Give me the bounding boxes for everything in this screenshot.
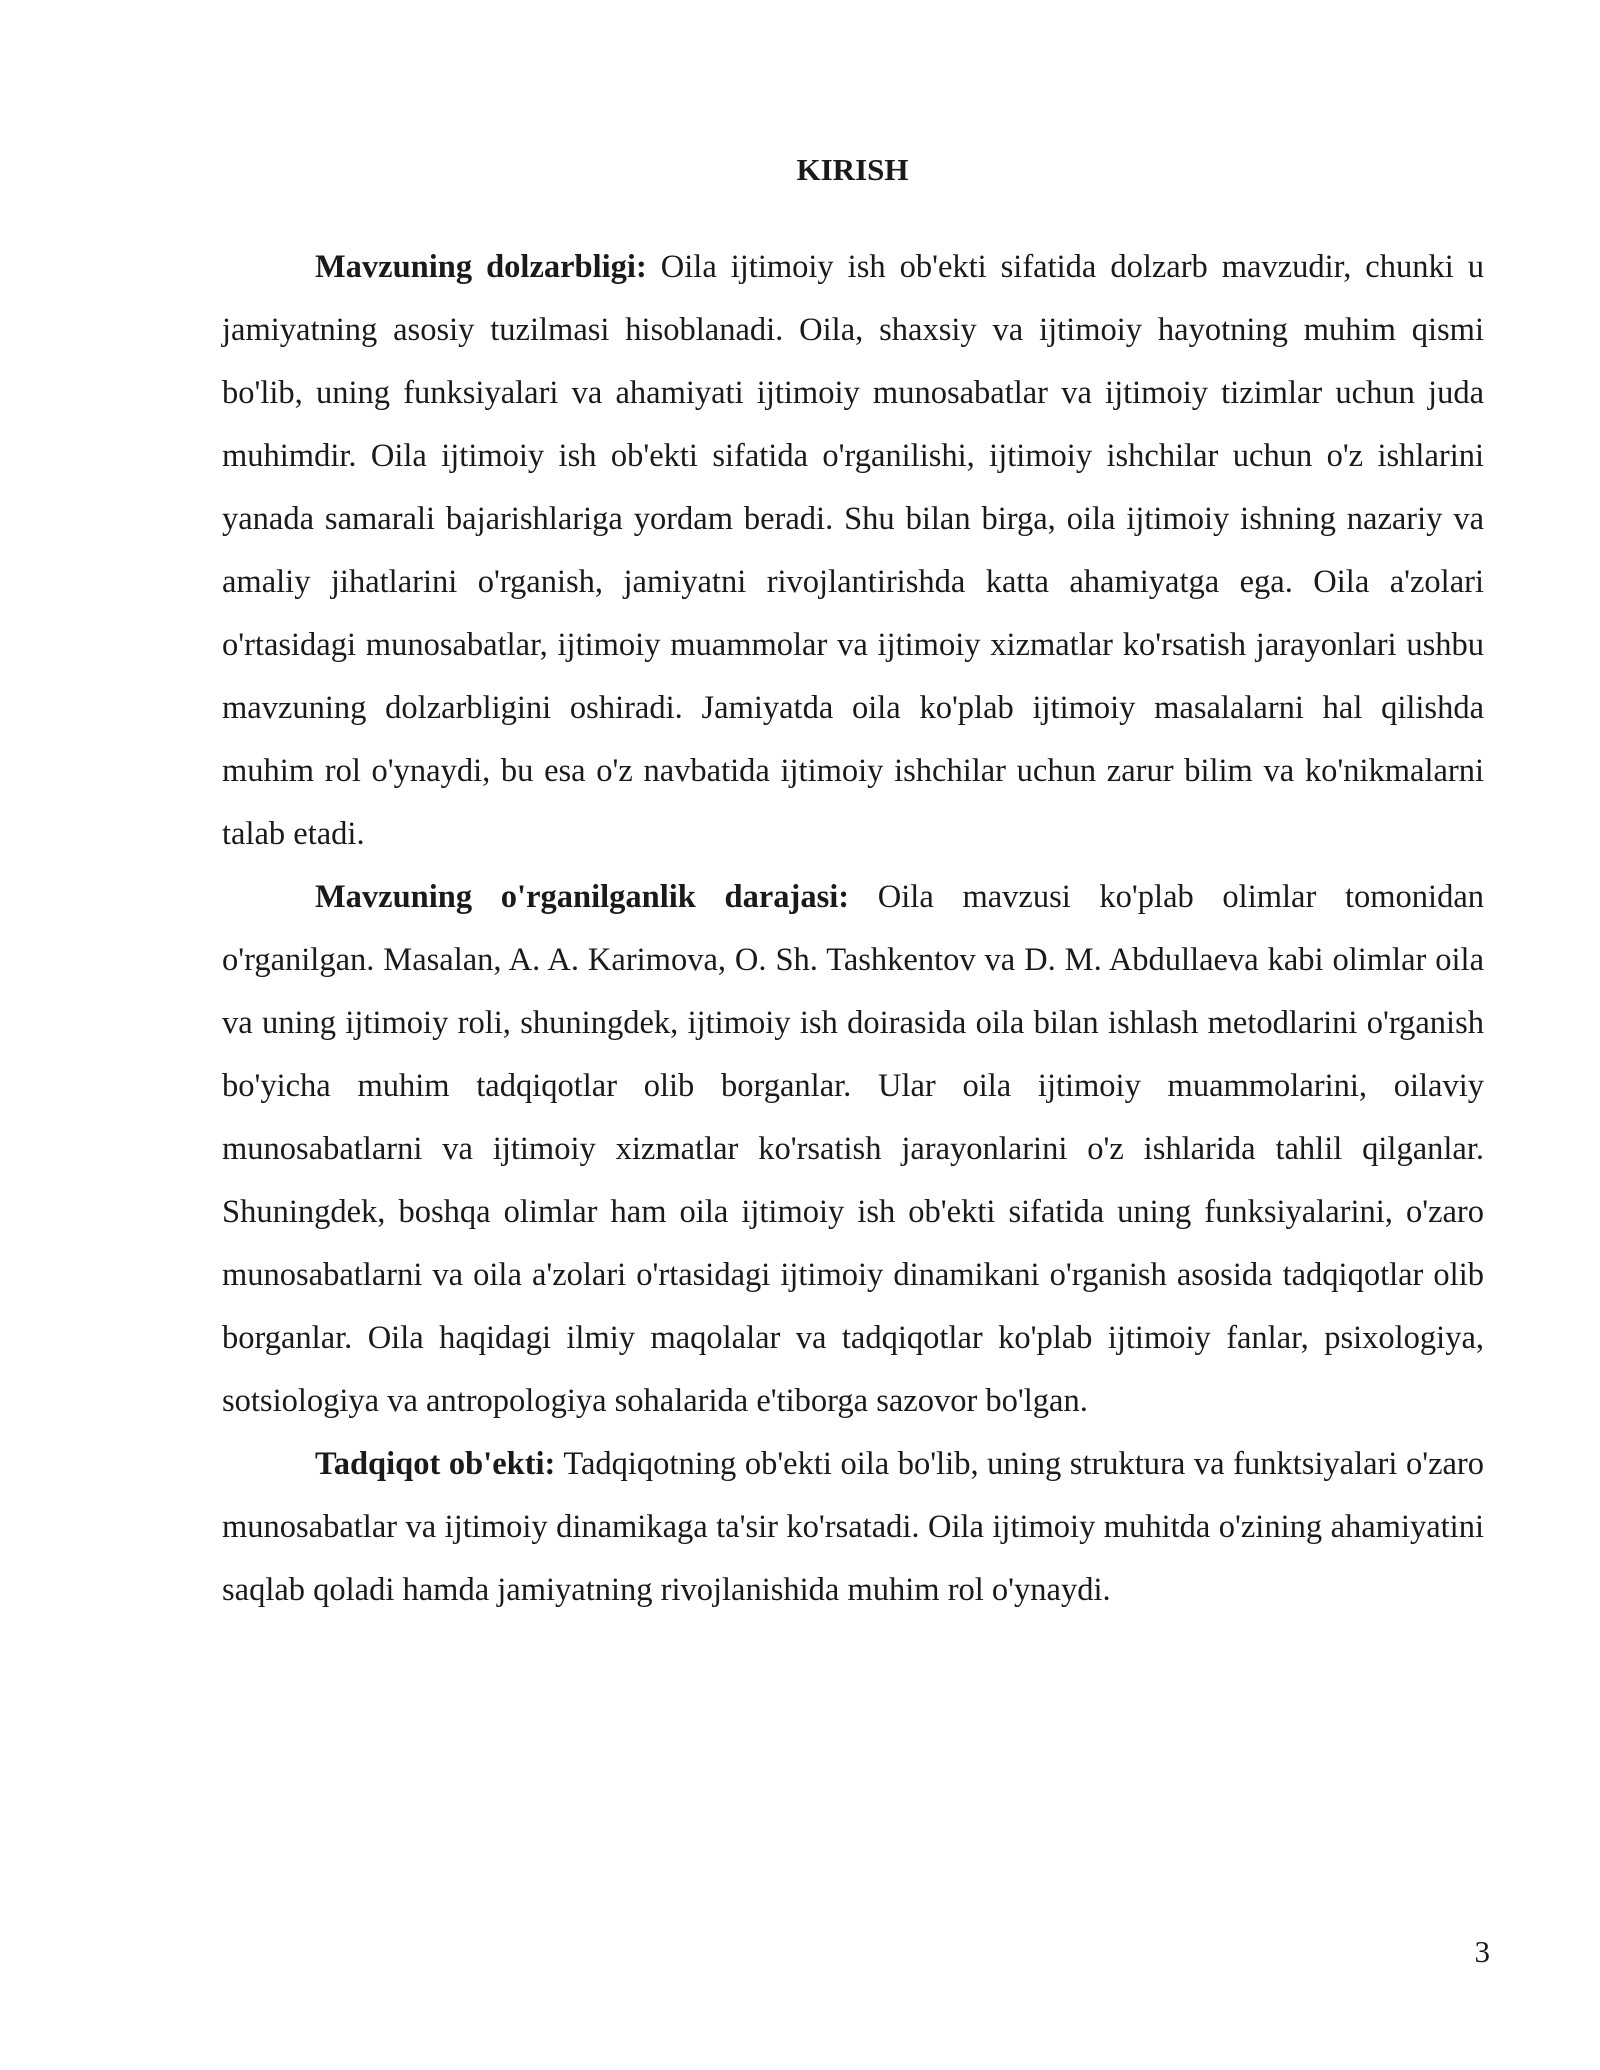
paragraph-relevance	[222, 236, 1484, 866]
paragraph-text: Tadqiqotning ob'ekti oila bo'lib, uning struktura va funktsiyalari o'zaro munosabatlar va ijtimoiy dinamikaga ta'sir ko'rsatadi. Oila ijtimoiy muhitda o'zining ahamiyatini saqlab qoladi hamda jamiyatning rivojlanishida muhim rol o'ynaydi.	[222, 1446, 1484, 1608]
body-text	[222, 236, 1484, 1622]
page-heading: KIRISH	[796, 152, 909, 187]
paragraph-label: Tadqiqot ob'ekti:	[315, 1446, 556, 1482]
paragraph-study-degree	[222, 866, 1484, 1433]
paragraph-text: Oila mavzusi ko'plab olimlar tomonidan o'rganilgan. Masalan, A. A. Karimova, O. Sh. Tashkentov va D. M. Abdullaeva kabi olimlar oila va uning ijtimoiy roli, shuningdek, ijtimoiy ish doirasida oila bilan ishlash metodlarini o'rganish bo'yicha muhim tadqiqotlar olib borganlar. Ular oila ijtimoiy muammolarini, oilaviy munosabatlarni va ijtimoiy xizmatlar ko'rsatish jarayonlarini o'z ishlarida tahlil qilganlar. Shuningdek, boshqa olimlar ham oila ijtimoiy ish ob'ekti sifatida uning funksiyalarini, o'zaro munosabatlarni va oila a'zolari o'rtasidagi ijtimoiy dinamikani o'rganish asosida tadqiqotlar olib borganlar. Oila haqidagi ilmiy maqolalar va tadqiqotlar ko'plab ijtimoiy fanlar, psixologiya, sotsiologiya va antropologiya sohalarida e'tiborga sazovor bo'lgan.	[222, 879, 1484, 1419]
paragraph-research-object	[222, 1433, 1484, 1622]
paragraph-text: Oila ijtimoiy ish ob'ekti sifatida dolzarb mavzudir, chunki u jamiyatning asosiy tuzilmasi hisoblanadi. Oila, shaxsiy va ijtimoiy hayotning muhim qismi bo'lib, uning funksiyalari va ahamiyati ijtimoiy munosabatlar va ijtimoiy tizimlar uchun juda muhimdir. Oila ijtimoiy ish ob'ekti sifatida o'rganilishi, ijtimoiy ishchilar uchun o'z ishlarini yanada samarali bajarishlariga yordam beradi. Shu bilan birga, oila ijtimoiy ishning nazariy va amaliy jihatlarini o'rganish, jamiyatni rivojlantirishda katta ahamiyatga ega. Oila a'zolari o'rtasidagi munosabatlar, ijtimoiy muammolar va ijtimoiy xizmatlar ko'rsatish jarayonlari ushbu mavzuning dolzarbligini oshiradi. Jamiyatda oila ko'plab ijtimoiy masalalarni hal qilishda muhim rol o'ynaydi, bu esa o'z navbatida ijtimoiy ishchilar uchun zarur bilim va ko'nikmalarni talab etadi.	[222, 249, 1485, 852]
paragraph-label: Mavzuning dolzarbligi:	[315, 249, 647, 285]
page-number: 3	[1474, 1934, 1490, 1969]
paragraph-label: Mavzuning o'rganilganlik darajasi:	[315, 879, 850, 915]
